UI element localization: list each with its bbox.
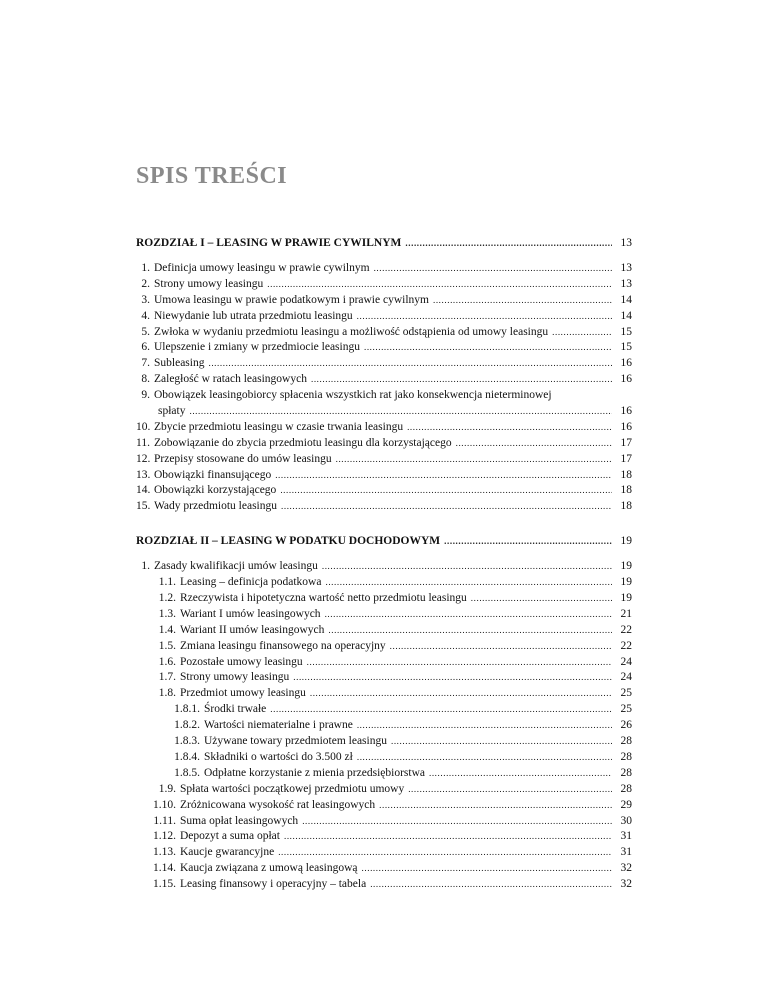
toc-chapter-heading[interactable] [136,532,632,551]
entry-number: 1.8.3. [174,735,200,748]
chapter-title: ROZDZIAŁ II – LEASING W PODATKU DOCHODOWYM [136,535,441,548]
entry-number: 1.15. [153,878,176,891]
dot-leader [429,766,612,782]
toc-subentry[interactable] [136,575,632,591]
page-number: 22 [620,623,632,636]
page-number: 28 [620,750,632,763]
toc-subentry[interactable] [136,639,632,655]
entry-number: 1.1. [158,576,176,589]
dot-leader [552,325,612,341]
toc-entry[interactable] [136,372,632,388]
page-number: 15 [620,341,632,354]
entry-number: 1.9. [158,782,176,795]
dot-leader [328,623,612,639]
toc-entry[interactable] [136,499,632,515]
toc-entry[interactable] [136,420,632,436]
entry-number: 10. [136,420,151,433]
toc-subentry[interactable] [136,655,632,671]
toc-entry[interactable] [136,559,632,575]
entry-number: 14. [136,484,151,497]
toc-entry-continuation[interactable] [136,404,632,420]
page-number: 25 [620,687,632,700]
dot-leader [390,639,612,655]
dot-leader [325,575,612,591]
entry-title: Kaucje gwarancyjne [180,846,275,859]
toc-subentry[interactable] [136,814,632,830]
page-number: 16 [620,373,632,386]
page-number: 28 [620,735,632,748]
dot-leader [357,750,612,766]
dot-leader [357,718,612,734]
page-number: 19 [620,576,632,589]
dot-leader [293,670,612,686]
page-number: 16 [620,420,632,433]
page-number: 29 [620,798,632,811]
page-number: 18 [620,500,632,513]
dot-leader [189,404,612,420]
entry-title-continued: spłaty [158,405,186,418]
toc-subentry[interactable] [136,845,632,861]
entry-title: Zasady kwalifikacji umów leasingu [154,560,318,573]
entry-title: Strony umowy leasingu [154,277,264,290]
page-number: 24 [620,655,632,668]
dot-leader [284,829,612,845]
entry-number: 1.8.4. [174,750,200,763]
page-number: 24 [620,671,632,684]
page-number: 19 [620,535,632,548]
entry-title: Wariant I umów leasingowych [180,607,321,620]
entry-number: 1.8.2. [174,719,200,732]
dot-leader [444,532,612,551]
entry-title: Obowiązki korzystającego [154,484,277,497]
page-number: 30 [620,814,632,827]
page-number: 26 [620,719,632,732]
dot-leader [357,309,612,325]
entry-title: Kaucja związana z umową leasingową [180,862,358,875]
toc-entry[interactable] [136,388,632,404]
entry-number: 1.7. [158,671,176,684]
entry-title: Obowiązki finansującego [154,468,272,481]
entry-number: 12. [136,452,151,465]
entry-number: 7. [141,357,150,370]
dot-leader [471,591,612,607]
dot-leader [364,340,612,356]
page-number: 16 [620,357,632,370]
entry-number: 1.2. [158,592,176,605]
entry-number: 1. [141,262,150,274]
page-number: 13 [620,237,632,249]
dot-leader [405,234,612,253]
entry-title: Strony umowy leasingu [180,671,290,684]
entry-number: 1.3. [158,607,176,620]
entry-title: Suma opłat leasingowych [180,814,299,827]
entry-number: 5. [141,325,150,338]
page-number: 28 [620,766,632,779]
toc-subentry[interactable] [136,798,632,814]
page-number: 17 [620,452,632,465]
toc-subentry[interactable] [136,670,632,686]
dot-leader [374,261,612,277]
toc-entry[interactable] [136,293,632,309]
page-number: 21 [620,607,632,620]
entry-number: 1.10. [153,798,176,811]
entry-title: Wartości niematerialne i prawne [204,719,353,732]
entry-title: Definicja umowy leasingu w prawie cywilnym [154,262,370,274]
toc-subsubentry[interactable] [136,766,632,782]
dot-leader [311,372,612,388]
entry-title: Odpłatne korzystanie z mienia przedsiębiorstwa [204,766,425,779]
page-title: SPIS TREŚCI [136,163,288,189]
entry-title: Zobowiązanie do zbycia przedmiotu leasingu dla korzystającego [154,436,452,449]
dot-leader [370,877,612,893]
toc-chapter-heading[interactable] [136,234,632,253]
dot-leader [270,702,612,718]
entry-number: 1.6. [158,655,176,668]
toc-subsubentry[interactable] [136,750,632,766]
page-number: 19 [620,592,632,605]
toc-entry[interactable] [136,340,632,356]
toc-subentry[interactable] [136,829,632,845]
entry-title: Depozyt a suma opłat [180,830,280,843]
toc-subentry[interactable] [136,686,632,702]
entry-title: Składniki o wartości do 3.500 zł [204,750,353,763]
page-number: 32 [620,878,632,891]
entry-title: Zbycie przedmiotu leasingu w czasie trwania leasingu [154,420,404,433]
dot-leader [302,814,612,830]
entry-title: Zróżnicowana wysokość rat leasingowych [180,798,376,811]
dot-leader [280,483,612,499]
entry-title: Obowiązek leasingobiorcy spłacenia wszystkich rat jako konsekwencja nieterminowej [154,389,552,402]
entry-title: Ulepszenie i zmiany w przedmiocie leasingu [154,341,360,354]
page-number: 32 [620,862,632,875]
entry-number: 15. [136,500,151,513]
entry-title: Używane towary przedmiotem leasingu [204,735,387,748]
toc-entry[interactable] [136,468,632,484]
entry-number: 6. [141,341,150,354]
dot-leader [379,798,612,814]
dot-leader [408,782,612,798]
page-number: 16 [620,405,632,418]
page-number: 18 [620,468,632,481]
dot-leader [325,607,612,623]
entry-title: Subleasing [154,357,205,370]
page-number: 25 [620,703,632,716]
toc-entry[interactable] [136,483,632,499]
entry-number: 1.8. [158,687,176,700]
entry-number: 1.8.1. [174,703,200,716]
entry-number: 1.8.5. [174,766,200,779]
dot-leader [391,734,612,750]
toc-entry[interactable] [136,436,632,452]
chapter-title: ROZDZIAŁ I – LEASING W PRAWIE CYWILNYM [136,237,402,249]
dot-leader [208,356,612,372]
dot-leader [281,499,612,515]
dot-leader [336,452,612,468]
dot-leader [310,686,612,702]
page-number: 31 [620,846,632,859]
entry-title: Zaległość w ratach leasingowych [154,373,307,386]
toc-subentry[interactable] [136,877,632,893]
dot-leader [362,861,612,877]
entry-title: Leasing finansowy i operacyjny – tabela [180,878,367,891]
entry-number: 4. [141,309,150,322]
toc-subentry[interactable] [136,623,632,639]
toc-subentry[interactable] [136,591,632,607]
entry-title: Zmiana leasingu finansowego na operacyjny [180,639,386,652]
table-of-contents [136,234,632,910]
page-number: 15 [620,325,632,338]
entry-title: Wady przedmiotu leasingu [154,500,277,513]
toc-subsubentry[interactable] [136,702,632,718]
dot-leader [278,845,612,861]
entry-number: 9. [141,389,150,402]
page-number: 14 [620,293,632,306]
toc-entry[interactable] [136,325,632,341]
page-number: 18 [620,484,632,497]
toc-subentry[interactable] [136,607,632,623]
toc-list [136,559,632,893]
entry-number: 8. [141,373,150,386]
entry-number: 1.4. [158,623,176,636]
entry-title: Spłata wartości początkowej przedmiotu umowy [180,782,405,795]
page-number: 19 [620,560,632,573]
dot-leader [322,559,612,575]
toc-entry[interactable] [136,261,632,277]
entry-title: Leasing – definicja podatkowa [180,576,322,589]
entry-title: Przedmiot umowy leasingu [180,687,306,700]
dot-leader [433,293,612,309]
toc-subentry[interactable] [136,782,632,798]
entry-title: Przepisy stosowane do umów leasingu [154,452,332,465]
page-number: 22 [620,639,632,652]
dot-leader [267,277,612,293]
entry-number: 13. [136,468,151,481]
page-number: 31 [620,830,632,843]
toc-list [136,261,632,515]
page-number: 13 [620,262,632,274]
dot-leader [407,420,612,436]
entry-title: Niewydanie lub utrata przedmiotu leasingu [154,309,353,322]
toc-entry[interactable] [136,356,632,372]
entry-title: Zwłoka w wydaniu przedmiotu leasingu a możliwość odstąpienia od umowy leasingu [154,325,549,338]
entry-number: 1. [141,560,150,573]
entry-number: 11. [136,436,150,449]
toc-entry[interactable] [136,277,632,293]
toc-subentry[interactable] [136,861,632,877]
page-number: 14 [620,309,632,322]
entry-number: 1.14. [153,862,176,875]
page-number: 28 [620,782,632,795]
dot-leader [307,655,612,671]
entry-number: 2. [141,277,150,290]
entry-title: Wariant II umów leasingowych [180,623,325,636]
dot-leader [456,436,612,452]
entry-title: Pozostałe umowy leasingu [180,655,303,668]
entry-number: 1.13. [153,846,176,859]
toc-entry[interactable] [136,309,632,325]
page-number: 13 [620,277,632,290]
toc-subsubentry[interactable] [136,718,632,734]
toc-entry[interactable] [136,452,632,468]
entry-title: Umowa leasingu w prawie podatkowym i prawie cywilnym [154,293,429,306]
entry-number: 1.5. [158,639,176,652]
entry-title: Rzeczywista i hipotetyczna wartość netto przedmiotu leasingu [180,592,467,605]
toc-subsubentry[interactable] [136,734,632,750]
entry-title: Środki trwałe [204,703,267,716]
entry-number: 1.12. [153,830,176,843]
page-number: 17 [620,436,632,449]
dot-leader [275,468,612,484]
entry-number: 1.11. [153,814,176,827]
entry-number: 3. [141,293,150,306]
